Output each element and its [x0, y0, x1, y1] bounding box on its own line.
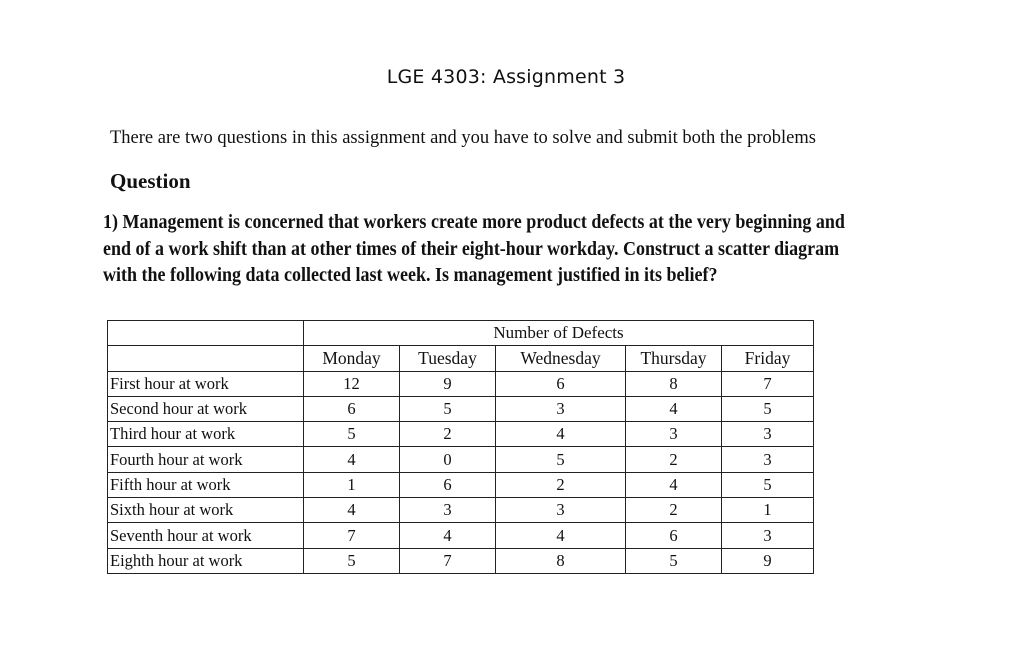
- table-cell: 6: [496, 371, 626, 396]
- table-cell: 9: [400, 371, 496, 396]
- table-cell: 5: [304, 548, 400, 573]
- table-cell: 0: [400, 447, 496, 472]
- table-cell: 5: [722, 396, 814, 421]
- row-label: Seventh hour at work: [108, 523, 304, 548]
- day-header-wednesday: Wednesday: [496, 346, 626, 371]
- table-cell: 4: [496, 422, 626, 447]
- table-cell: 4: [400, 523, 496, 548]
- table-cell: 12: [304, 371, 400, 396]
- row-label: Sixth hour at work: [108, 498, 304, 523]
- table-cell: 3: [722, 422, 814, 447]
- table-row: [108, 548, 814, 573]
- question-text: [103, 209, 868, 289]
- table-cell: 4: [304, 447, 400, 472]
- table-cell: 3: [626, 422, 722, 447]
- table-row: [108, 447, 814, 472]
- day-header-friday: Friday: [722, 346, 814, 371]
- table-day-header-row: [108, 346, 814, 371]
- table-cell: 3: [496, 396, 626, 421]
- question-line: with the following data collected last week. Is management justified in its belief?: [103, 264, 718, 286]
- table-row: [108, 371, 814, 396]
- row-label: Third hour at work: [108, 422, 304, 447]
- day-header-thursday: Thursday: [626, 346, 722, 371]
- table-cell: 3: [496, 498, 626, 523]
- table-cell: 3: [400, 498, 496, 523]
- table-cell: 4: [626, 472, 722, 497]
- table-cell: 5: [626, 548, 722, 573]
- row-label: Fifth hour at work: [108, 472, 304, 497]
- table-cell: 8: [496, 548, 626, 573]
- table-cell: 6: [626, 523, 722, 548]
- table-cell: 5: [722, 472, 814, 497]
- table-cell: 6: [400, 472, 496, 497]
- row-label: First hour at work: [108, 371, 304, 396]
- page-title: LGE 4303: Assignment 3: [386, 66, 626, 88]
- table-cell: 7: [722, 371, 814, 396]
- table-row: [108, 422, 814, 447]
- table-cell: 5: [400, 396, 496, 421]
- table-row: [108, 498, 814, 523]
- table-row: [108, 396, 814, 421]
- row-label: Fourth hour at work: [108, 447, 304, 472]
- row-label: Second hour at work: [108, 396, 304, 421]
- table-cell: 5: [304, 422, 400, 447]
- table-group-header-row: [108, 321, 814, 346]
- table-corner-cell: [108, 346, 304, 371]
- table-row: [108, 472, 814, 497]
- table-cell: 5: [496, 447, 626, 472]
- question-heading: Question: [110, 169, 191, 193]
- table-cell: 9: [722, 548, 814, 573]
- day-header-monday: Monday: [304, 346, 400, 371]
- table-cell: 2: [496, 472, 626, 497]
- question-line: 1) Management is concerned that workers create more product defects at the very beginning and: [103, 211, 845, 233]
- table-cell: 7: [304, 523, 400, 548]
- table-cell: 2: [626, 498, 722, 523]
- table-cell: 8: [626, 371, 722, 396]
- table-cell: 4: [304, 498, 400, 523]
- table-cell: 2: [400, 422, 496, 447]
- defects-table: [107, 320, 814, 574]
- table-cell: 4: [626, 396, 722, 421]
- table-cell: 3: [722, 523, 814, 548]
- number-of-defects-header: Number of Defects: [304, 321, 814, 346]
- table-cell: 1: [304, 472, 400, 497]
- table-cell: 3: [722, 447, 814, 472]
- intro-text: There are two questions in this assignment and you have to solve and submit both the problems: [110, 128, 816, 148]
- table-cell: 1: [722, 498, 814, 523]
- table-row: [108, 523, 814, 548]
- table-cell: 6: [304, 396, 400, 421]
- row-label: Eighth hour at work: [108, 548, 304, 573]
- day-header-tuesday: Tuesday: [400, 346, 496, 371]
- table-corner-cell: [108, 321, 304, 346]
- table-cell: 2: [626, 447, 722, 472]
- table-cell: 4: [496, 523, 626, 548]
- table-cell: 7: [400, 548, 496, 573]
- question-line: end of a work shift than at other times of their eight-hour workday. Construct a scatter diagram: [103, 237, 840, 260]
